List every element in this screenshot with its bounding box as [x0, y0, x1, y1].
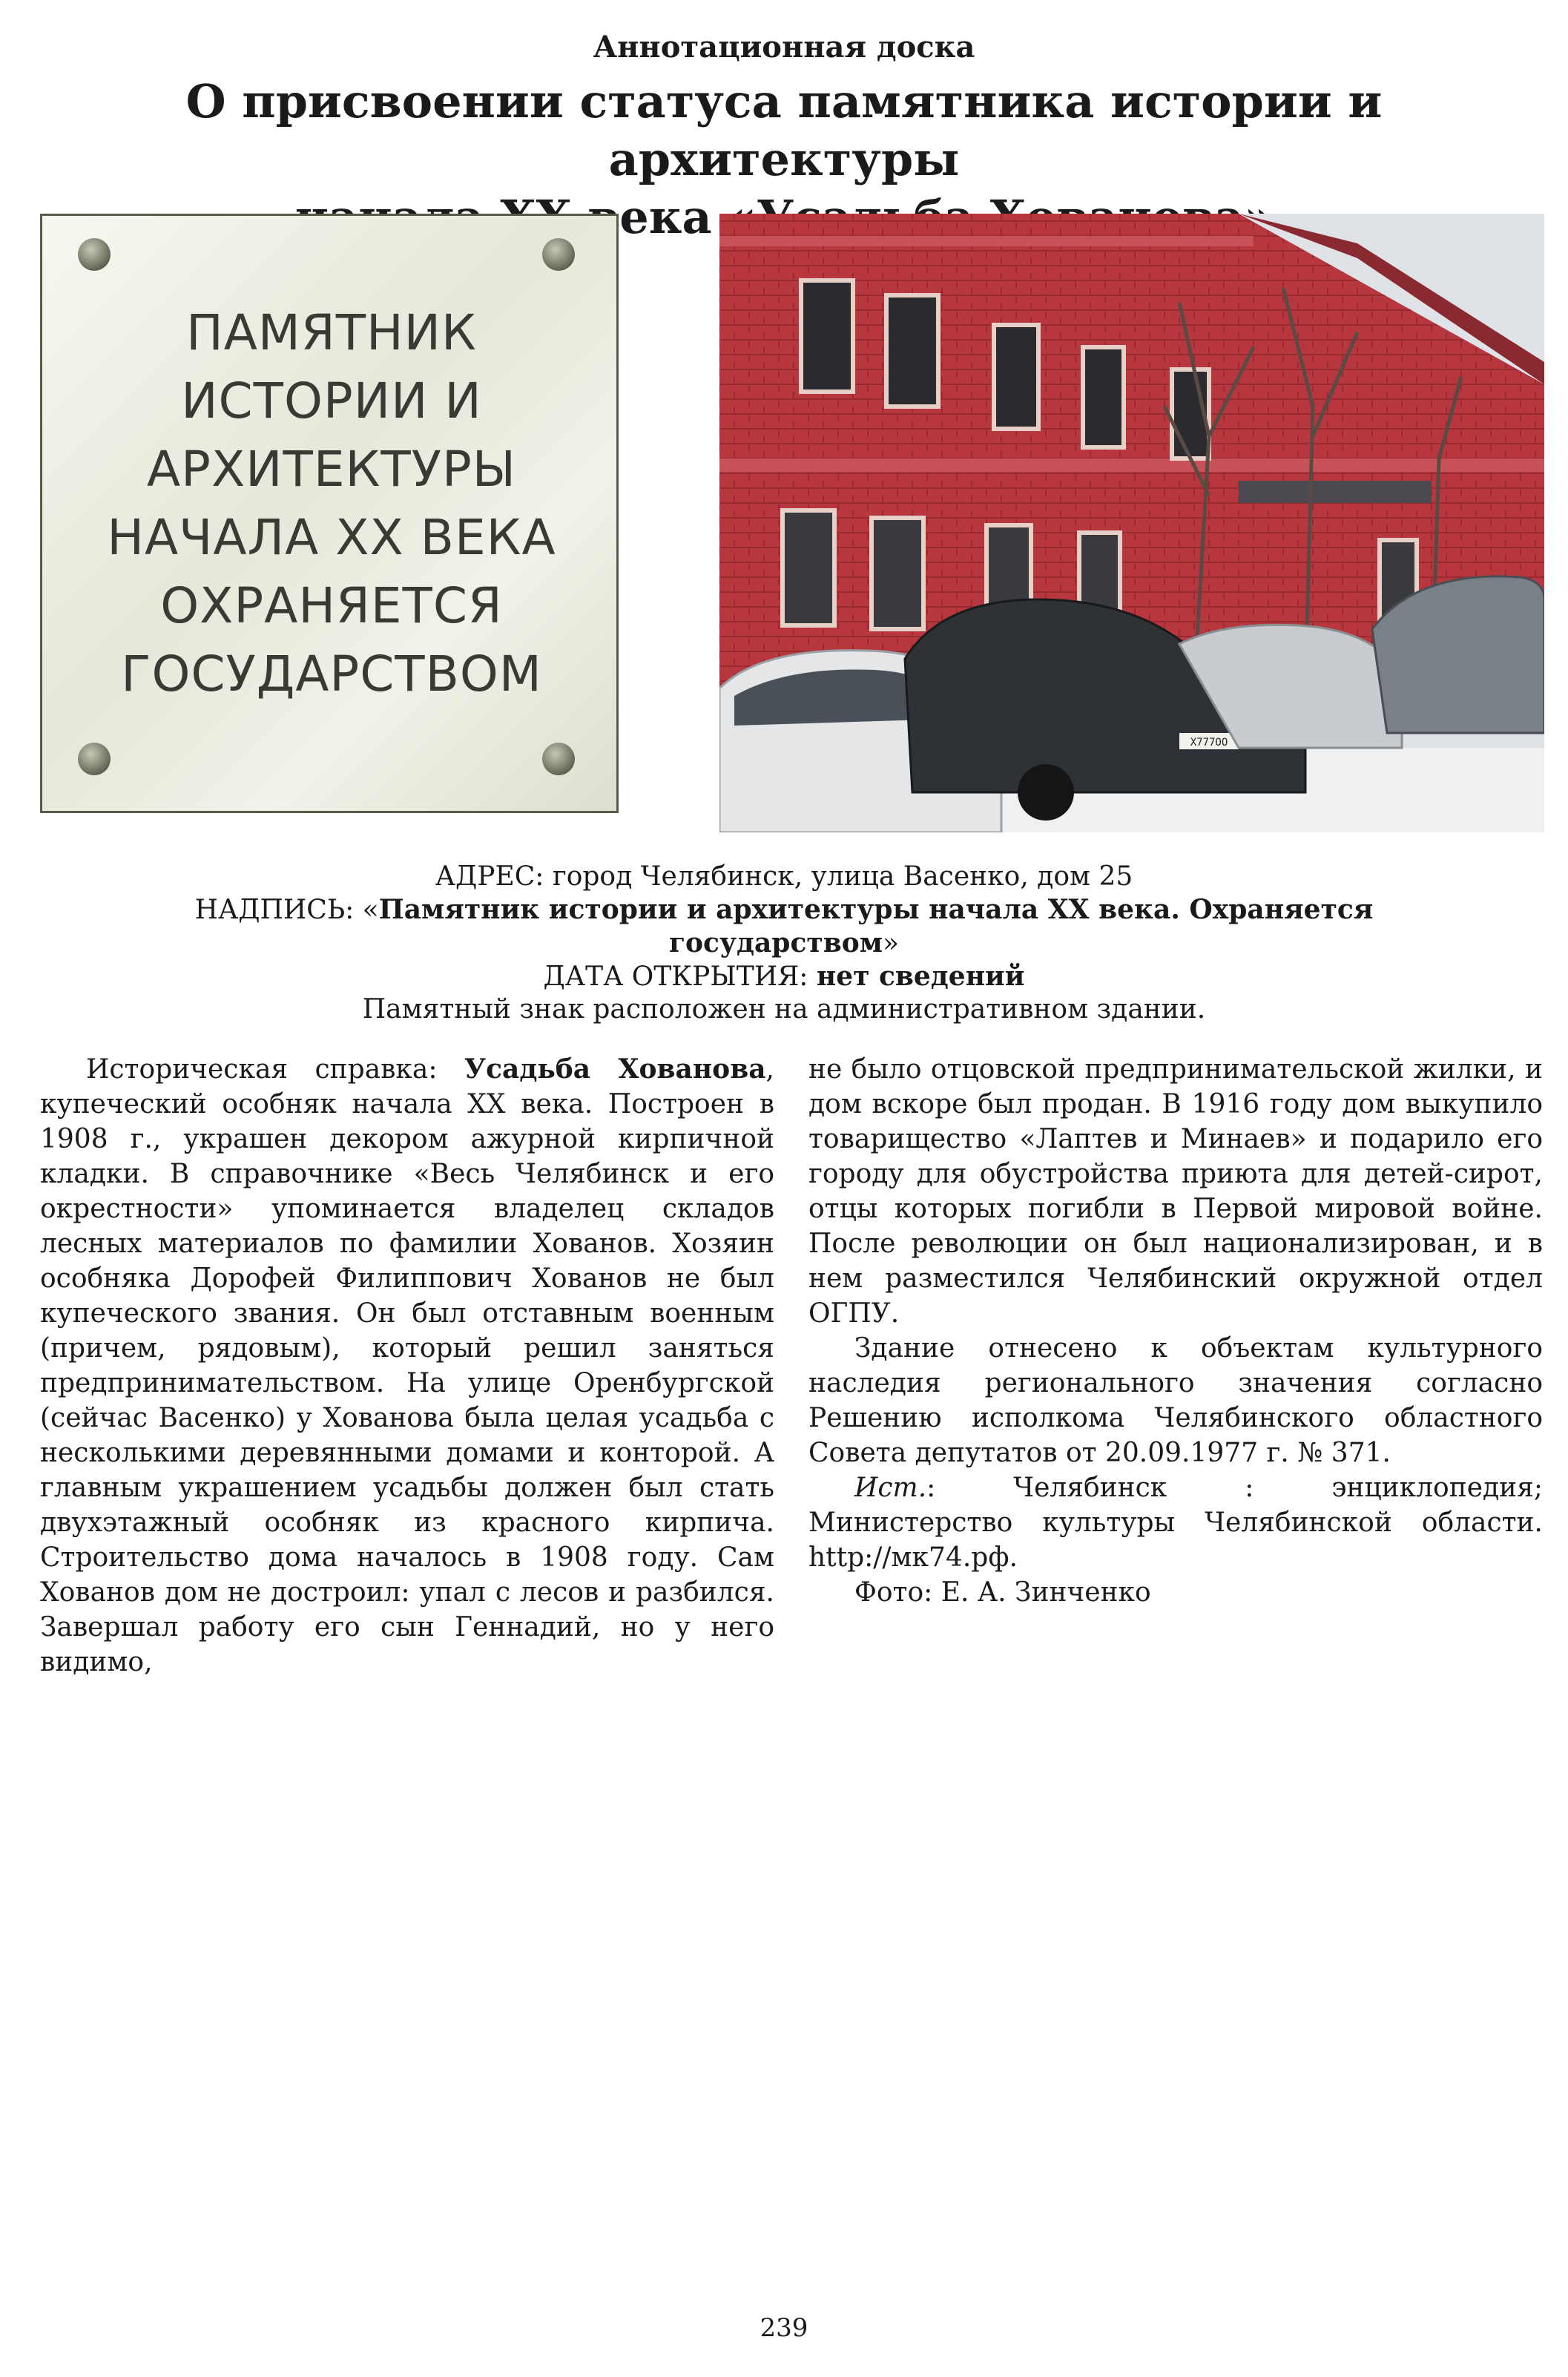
plaque-line: ОХРАНЯЕТСЯ [160, 577, 503, 634]
source-line [808, 1470, 1543, 1575]
info-block [148, 861, 1420, 1026]
plaque-line: НАЧАЛА XX ВЕКА [107, 509, 556, 566]
date-value: нет сведений [816, 961, 1025, 992]
note-text: , купеческий особняк начала XX века. Построен в 1908 г., украшен декором ажурной кирпичной кладки. В справочнике «Весь Челябинск и его окрестности» упоминается владелец складов лесных материалов по фамилии Хованов. Хозяин особняка Дорофей Филиппович Хованов не был купеческого звания. Он был отставным военным (причем, рядовым), который решил заняться предпринимательством. На улице Оренбургской (сейчас Васенко) у Хованова была целая усадьба с несколькими деревянными домами и конторой. А главным украшением усадьбы должен был стать двухэтажный особняк из красного кирпича. Строительство дома началось в 1908 году. Сам Хованов дом не достроил: упал с лесов и разбился. Завершал работу его сын Геннадий, но у него видимо, [40, 1054, 774, 1677]
car-plate: Х777ОО [1190, 737, 1228, 749]
title-line-2: века [587, 190, 712, 244]
note-lead: Историческая справка: [86, 1054, 464, 1085]
document-subtitle: Аннотационная доска [593, 30, 975, 65]
date-label: ДАТА ОТКРЫТИЯ: [543, 961, 817, 992]
historical-note [40, 1052, 774, 1680]
building-photo [719, 214, 1544, 832]
note-subject: Усадьба Хованова [464, 1053, 766, 1085]
photo-credit: Фото: Е. А. Зинченко [854, 1577, 1151, 1608]
screw-icon [542, 238, 575, 271]
address-label: АДРЕС [435, 861, 536, 892]
building-illustration [719, 214, 1544, 832]
screw-icon [78, 743, 111, 775]
screw-icon [542, 743, 575, 775]
right-column [808, 1052, 1543, 1610]
plaque-line: ПАМЯТНИК [186, 304, 477, 361]
page-number: 239 [760, 2313, 808, 2343]
date-line [148, 960, 1420, 993]
plaque-inscription [42, 299, 619, 709]
inscription-close: » [883, 928, 900, 959]
inscription-value: Памятник истории и архитектуры начала XX века. Охраняется государством [378, 894, 1374, 959]
plaque-line: АРХИТЕКТУРЫ [147, 441, 516, 498]
source-text: : Челябинск : энциклопедия; Министерство культуры Челябинской области. http://мк74.рф. [808, 1473, 1543, 1573]
plaque-line: ИСТОРИИ И [181, 372, 482, 430]
source-label: Ист. [854, 1473, 927, 1503]
inscription-label: НАДПИСЬ: « [194, 895, 379, 925]
left-column [40, 1052, 774, 1680]
plaque-photo [40, 214, 619, 813]
paragraph: не было отцовской предпринимательской жилки, и дом вскоре был продан. В 1916 году дом выкупило товарищество «Лаптев и Минаев» и подарило его городу для обустройства приюта для детей-сирот, отцы которых погибли в Первой мировой войне. После революции он был национализирован, и в нем разместился Челябинский окружной отдел ОГПУ. [808, 1054, 1543, 1329]
inscription-line [148, 893, 1420, 960]
address-line [148, 861, 1420, 893]
plaque-line: ГОСУДАРСТВОМ [121, 645, 542, 703]
screw-icon [78, 238, 111, 271]
address-value: : город Челябинск, улица Васенко, дом 25 [535, 861, 1133, 892]
paragraph: Здание отнесено к объектам культурного наследия регионального значения согласно Решению исполкома Челябинского областного Совета депутатов от 20.09.1977 г. № 371. [808, 1333, 1543, 1468]
location-note: Памятный знак расположен на административном здании. [362, 994, 1206, 1025]
title-line-1: О присвоении статуса памятника истории и архитектуры [185, 74, 1383, 186]
